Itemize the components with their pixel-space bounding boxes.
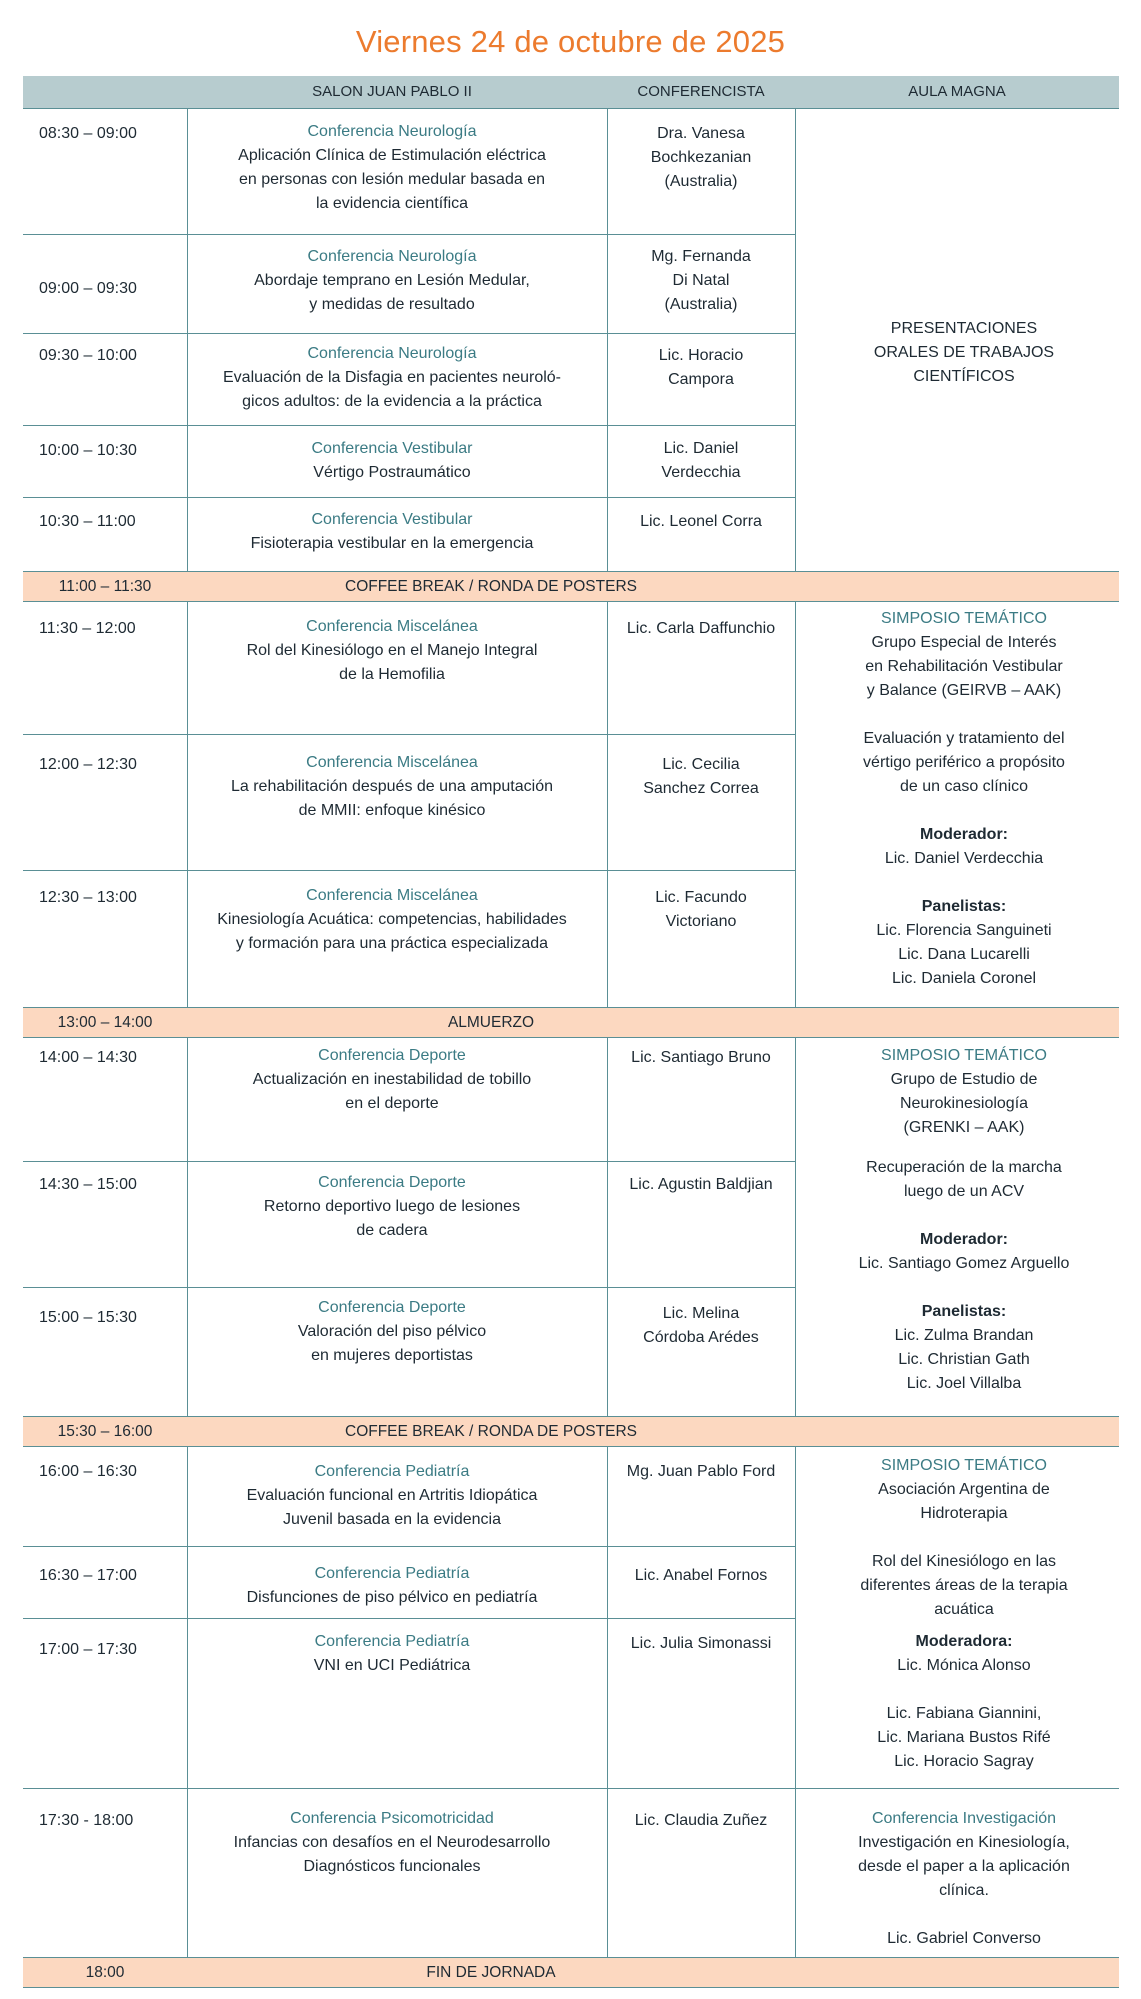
session-topic-line: y formación para una práctica especializada [235,935,549,952]
break-row [23,1416,1119,1447]
session-topic-line: Kinesiología Acuática: competencias, habilidades [217,911,567,928]
session-content [187,1044,597,1116]
speaker-line: Mg. Juan Pablo Ford [626,1463,776,1480]
session-speaker [613,617,789,641]
session-content [187,884,597,956]
session-content [187,615,597,687]
break-row [23,1957,1119,1988]
simposio-group-line: en Rehabilitación Vestibular [865,658,1063,675]
panelist: Lic. Fabiana Giannini, [886,1705,1042,1722]
simposio-group-line: Grupo de Estudio de [890,1071,1038,1088]
session-topic-line: Valoración del piso pélvico [297,1323,487,1340]
session-topic-line: en el deporte [345,1095,439,1112]
simposio-group-line: (GRENKI – AAK) [903,1119,1025,1136]
session-topic-line: Rol del Kinesiólogo en el Manejo Integral [246,642,538,659]
session-speaker [613,245,789,317]
session-content [187,120,597,216]
session-time: 10:00 – 10:30 [39,442,137,459]
simposio-group-line: y Balance (GEIRVB – AAK) [866,682,1062,699]
session-content [187,1460,597,1532]
session-topic-line: de MMII: enfoque kinésico [298,802,486,819]
session-time: 15:00 – 15:30 [39,1309,137,1326]
speaker-line: Lic. Daniel [663,440,739,457]
session-time: 16:00 – 16:30 [39,1463,137,1480]
session-time: 12:30 – 13:00 [39,889,137,906]
speaker-line: Lic. Cecilia [662,756,740,773]
session-content [187,1296,597,1368]
break-row [23,571,1119,602]
schedule-table [23,76,1119,1986]
session-topic-line: la evidencia científica [315,195,469,212]
aula-presentaciones [809,317,1119,389]
simposio-topic-line: luego de un ACV [903,1183,1025,1200]
investigacion-topic-line: desde el paper a la aplicación [858,1858,1070,1875]
session-topic-line: Abordaje temprano en Lesión Medular, [254,272,530,289]
header-aula: AULA MAGNA [908,83,1006,100]
session-content [187,1171,597,1243]
break-label: FIN DE JORNADA [426,1964,556,1981]
session-type: Conferencia Pediatría [314,1463,470,1480]
panelists-label: Panelistas: [921,1303,1007,1320]
session-content [187,751,597,823]
session-content [187,245,597,317]
simposio-heading: SIMPOSIO TEMÁTICO [881,610,1047,627]
speaker-line: Lic. Julia Simonassi [630,1635,772,1652]
speaker-line: Lic. Horacio [658,347,744,364]
session-content [187,342,597,414]
aula-line: ORALES DE TRABAJOS [873,344,1055,361]
session-speaker [613,753,789,801]
simposio-heading: SIMPOSIO TEMÁTICO [881,1457,1047,1474]
speaker-line: Lic. Claudia Zuñez [634,1812,768,1829]
moderator-name: Lic. Santiago Gomez Arguello [858,1255,1070,1272]
panelist: Lic. Horacio Sagray [894,1753,1034,1770]
speaker-line: (Australia) [664,296,738,313]
session-type: Conferencia Deporte [318,1174,466,1191]
moderator-name: Lic. Daniel Verdecchia [884,850,1044,867]
simposio-group-line: Grupo Especial de Interés [871,634,1057,651]
aula-line: PRESENTACIONES [890,320,1038,337]
simposio-topic-line: Evaluación y tratamiento del [863,730,1065,747]
session-time: 10:30 – 11:00 [39,513,136,530]
session-time: 09:00 – 09:30 [39,280,137,297]
session-type: Conferencia Pediatría [314,1565,470,1582]
speaker-line: Mg. Fernanda [651,248,751,265]
session-topic-line: Diagnósticos funcionales [303,1858,481,1875]
simposio-topic-line: de un caso clínico [899,778,1029,795]
simposio-block [809,1454,1119,1774]
panelist: Lic. Florencia Sanguineti [876,922,1052,939]
session-topic-line: Evaluación funcional en Artritis Idiopática [246,1487,538,1504]
session-time: 17:00 – 17:30 [39,1641,137,1658]
table-header [23,76,1119,109]
investigacion-topic-line: Investigación en Kinesiología, [858,1834,1070,1851]
session-topic-line: Evaluación de la Disfagia en pacientes neuroló- [223,369,561,386]
panelist: Lic. Daniela Coronel [891,970,1037,987]
simposio-group-line: Asociación Argentina de [878,1481,1050,1498]
session-time: 14:00 – 14:30 [39,1049,137,1066]
investigacion-block [809,1807,1119,1951]
session-type: Conferencia Psicomotricidad [290,1810,494,1827]
aula-line: CIENTÍFICOS [913,368,1015,385]
session-topic-line: Vértigo Postraumático [313,464,471,481]
session-type: Conferencia Deporte [318,1047,466,1064]
speaker-line: Lic. Leonel Corra [640,513,762,530]
speaker-line: Victoriano [665,913,737,930]
session-type: Conferencia Miscelánea [306,754,478,771]
session-time: 16:30 – 17:00 [39,1567,137,1584]
speaker-line: Bochkezanian [650,149,752,166]
page-title: Viernes 24 de octubre de 2025 [355,24,786,59]
header-speaker: CONFERENCISTA [637,83,765,100]
investigacion-speaker: Lic. Gabriel Converso [887,1930,1041,1947]
session-speaker [613,1564,789,1588]
session-speaker [613,1632,789,1656]
session-content [187,437,597,485]
simposio-group-line: Hidroterapia [920,1505,1008,1522]
session-type: Conferencia Vestibular [311,440,473,457]
moderator-label: Moderador: [920,1231,1008,1248]
session-type: Conferencia Vestibular [311,511,473,528]
simposio-block [809,1044,1119,1396]
break-time: 18:00 [85,1964,125,1981]
simposio-block [809,607,1119,991]
panelists-label: Panelistas: [921,898,1007,915]
session-speaker [613,1460,789,1484]
break-label: COFFEE BREAK / RONDA DE POSTERS [345,578,637,595]
session-topic-line: VNI en UCI Pediátrica [313,1657,471,1674]
session-speaker [613,122,789,194]
simposio-group-line: Neurokinesiología [899,1095,1029,1112]
session-speaker [613,1173,789,1197]
speaker-line: (Australia) [664,173,738,190]
session-topic-line: Disfunciones de piso pélvico en pediatría [246,1589,538,1606]
speaker-line: Lic. Agustin Baldjian [629,1176,773,1193]
investigacion-topic-line: clínica. [939,1882,989,1899]
session-type: Conferencia Neurología [307,123,477,140]
session-topic-line: Actualización en inestabilidad de tobillo [252,1071,532,1088]
session-speaker [613,437,789,485]
session-topic-line: de cadera [356,1222,428,1239]
session-type: Conferencia Neurología [307,345,477,362]
session-speaker [613,510,789,534]
session-content [187,508,597,556]
speaker-line: Di Natal [672,272,730,289]
speaker-line: Lic. Facundo [655,889,747,906]
session-topic-line: La rehabilitación después de una amputación [230,778,553,795]
session-time: 11:30 – 12:00 [39,620,136,637]
session-time: 12:00 – 12:30 [39,756,137,773]
header-salon: SALON JUAN PABLO II [312,83,472,100]
break-label: ALMUERZO [447,1014,535,1031]
session-time: 17:30 - 18:00 [39,1812,134,1829]
session-time: 14:30 – 15:00 [39,1176,137,1193]
session-topic-line: en mujeres deportistas [311,1347,473,1364]
simposio-topic-line: vértigo periférico a propósito [863,754,1065,771]
speaker-line: Lic. Anabel Fornos [634,1567,768,1584]
speaker-line: Campora [668,371,734,388]
session-content [187,1807,597,1879]
panelist: Lic. Dana Lucarelli [898,946,1030,963]
session-topic-line: Retorno deportivo luego de lesiones [263,1198,521,1215]
session-topic-line: Juvenil basada en la evidencia [283,1511,501,1528]
simposio-heading: SIMPOSIO TEMÁTICO [881,1047,1047,1064]
session-topic-line: gicos adultos: de la evidencia a la práctica [242,393,542,410]
session-type: Conferencia Pediatría [314,1633,470,1650]
simposio-topic-line: acuática [934,1601,994,1618]
speaker-line: Dra. Vanesa [657,125,745,142]
session-type: Conferencia Neurología [307,248,477,265]
moderator-name: Lic. Mónica Alonso [897,1657,1031,1674]
simposio-topic-line: Rol del Kinesiólogo en las [871,1553,1057,1570]
speaker-line: Lic. Carla Daffunchio [626,620,776,637]
session-content [187,1562,597,1610]
panelist: Lic. Christian Gath [898,1351,1030,1368]
session-speaker [613,1046,789,1070]
session-topic-line: Fisioterapia vestibular en la emergencia [250,535,534,552]
simposio-topic-line: Recuperación de la marcha [866,1159,1062,1176]
panelist: Lic. Zulma Brandan [894,1327,1034,1344]
session-type: Conferencia Miscelánea [306,887,478,904]
session-speaker [613,886,789,934]
session-speaker [613,1809,789,1833]
speaker-line: Lic. Santiago Bruno [631,1049,771,1066]
session-time: 08:30 – 09:00 [39,125,137,142]
investigacion-heading: Conferencia Investigación [871,1810,1057,1827]
speaker-line: Lic. Melina [662,1305,740,1322]
speaker-line: Córdoba Arédes [643,1329,759,1346]
session-content [187,1630,597,1678]
break-label: COFFEE BREAK / RONDA DE POSTERS [345,1423,637,1440]
speaker-line: Verdecchia [661,464,741,481]
moderator-label: Moderador: [920,826,1008,843]
session-type: Conferencia Deporte [318,1299,466,1316]
panelist: Lic. Joel Villalba [906,1375,1022,1392]
session-topic-line: de la Hemofilia [339,666,445,683]
session-speaker [613,344,789,392]
session-topic-line: Aplicación Clínica de Estimulación eléctrica [238,147,546,164]
panelist: Lic. Mariana Bustos Rifé [877,1729,1051,1746]
session-speaker [613,1302,789,1350]
break-row [23,1007,1119,1038]
session-type: Conferencia Miscelánea [306,618,478,635]
session-topic-line: Infancias con desafíos en el Neurodesarrollo [233,1834,551,1851]
speaker-line: Sanchez Correa [643,780,759,797]
break-time: 15:30 – 16:00 [57,1423,153,1440]
session-topic-line: en personas con lesión medular basada en [239,171,545,188]
break-time: 11:00 – 11:30 [58,578,152,595]
break-time: 13:00 – 14:00 [57,1014,153,1031]
moderator-label: Moderadora: [915,1633,1013,1650]
session-topic-line: y medidas de resultado [309,296,475,313]
session-time: 09:30 – 10:00 [39,347,137,364]
simposio-topic-line: diferentes áreas de la terapia [860,1577,1068,1594]
